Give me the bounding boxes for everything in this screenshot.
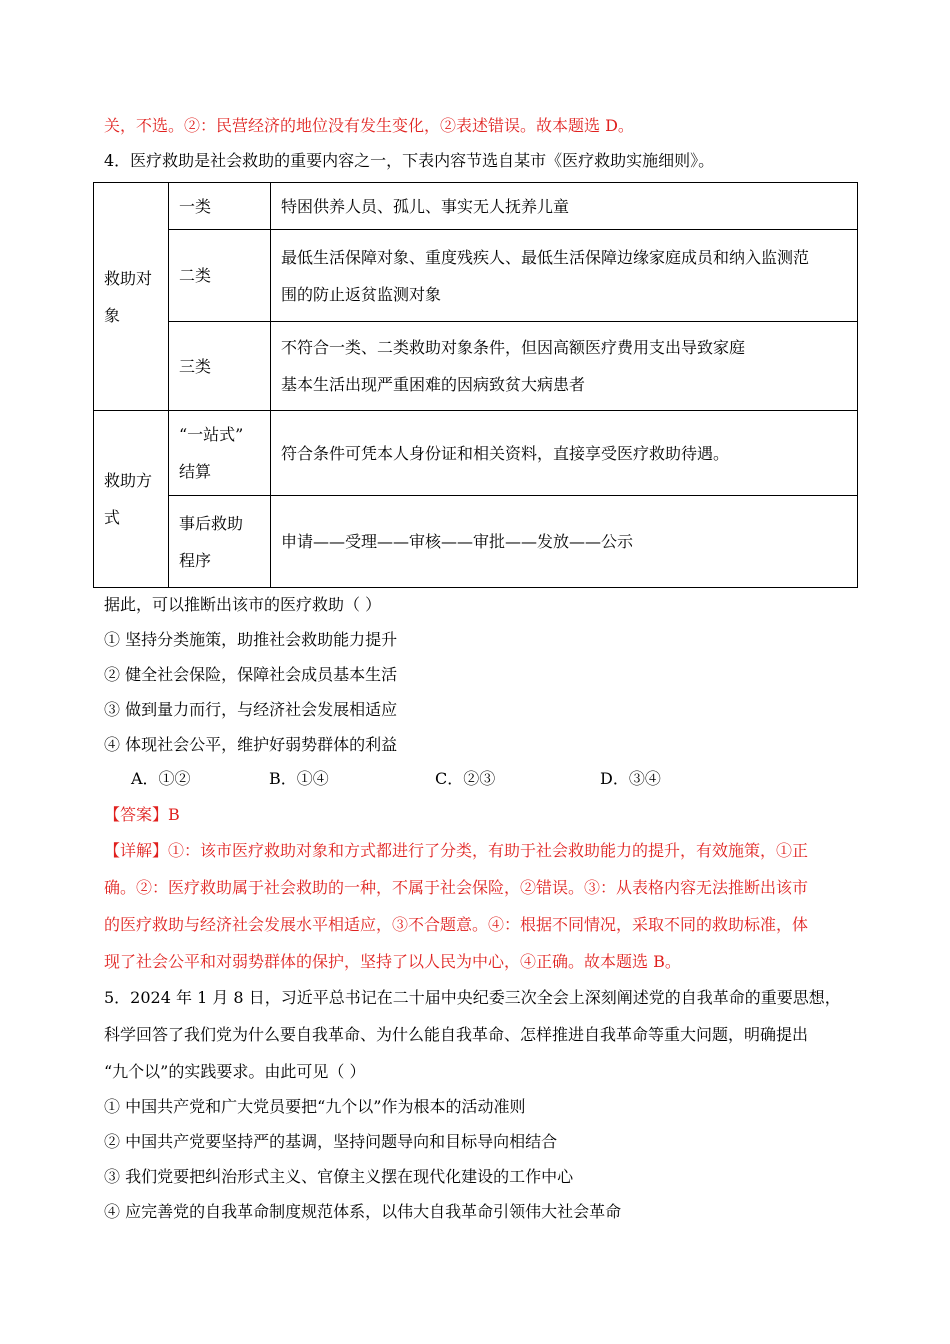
table-row [94,230,858,322]
question-5-stem-line: 5．2024 年 1 月 8 日，习近平总书记在二十届中央纪委三次全会上深刻阐述党的自我革命的重要思想， [104,988,841,1007]
group-label-line: 救助对 [104,268,153,288]
row-label-line: 结算 [179,462,212,481]
row-label-line: “一站式” [179,425,244,444]
row-label [169,496,271,588]
medical-aid-table [93,182,858,588]
row-label: 二类 [169,230,271,322]
option-a[interactable]: A．①② [131,769,191,788]
table-row [94,496,858,588]
question-5-stem-line: 科学回答了我们党为什么要自我革命、为什么能自我革命、怎样推进自我革命等重大问题，明确提出 [104,1025,809,1044]
row-content: 申请——受理——审核——审批——发放——公示 [271,496,858,588]
group-label-aid-method [94,411,169,588]
question-4-prompt: 据此，可以推断出该市的医疗救助（ ） [104,595,382,614]
statement-item: ① 中国共产党和广大党员要把“九个以”作为根本的活动准则 [104,1097,526,1116]
question-5-stem-line: “九个以”的实践要求。由此可见（ ） [104,1062,366,1081]
row-content [271,322,858,411]
statement-item: ① 坚持分类施策，助推社会救助能力提升 [104,630,398,649]
row-content: 特困供养人员、孤儿、事实无人抚养儿童 [271,183,858,230]
group-label-line: 式 [104,508,121,527]
previous-answer-tail: 关，不选。②：民营经济的地位没有发生变化，②表述错误。故本题选 D。 [104,116,634,135]
row-label: 一类 [169,183,271,230]
option-b[interactable]: B．①④ [269,769,329,788]
option-d[interactable]: D．③④ [600,769,661,788]
detail-line: 的医疗救助与经济社会发展水平相适应，③不合题意。④：根据不同情况，采取不同的救助标准，体 [104,915,809,934]
statement-item: ④ 应完善党的自我革命制度规范体系，以伟大自我革命引领伟大社会革命 [104,1202,622,1221]
statement-item: ② 健全社会保险，保障社会成员基本生活 [104,665,398,684]
group-label-line: 象 [104,305,121,325]
statement-item: ③ 我们党要把纠治形式主义、官僚主义摆在现代化建设的工作中心 [104,1167,574,1186]
question-4-stem: 4．医疗救助是社会救助的重要内容之一，下表内容节选自某市《医疗救助实施细则》。 [104,151,715,170]
statement-item: ③ 做到量力而行，与经济社会发展相适应 [104,700,398,719]
answer-options [0,769,950,793]
group-label-line: 救助方 [104,471,153,490]
table-row [94,183,858,230]
row-content-line: 最低生活保障对象、重度残疾人、最低生活保障边缘家庭成员和纳入监测范 [281,247,810,267]
row-label [169,411,271,496]
group-label-aid-target [94,183,169,411]
detail-line: 确。②：医疗救助属于社会救助的一种，不属于社会保险，②错误。③：从表格内容无法推断出该市 [104,878,809,897]
detail-line: 现了社会公平和对弱势群体的保护，坚持了以人民为中心，④正确。故本题选 B。 [104,952,681,971]
row-content-line: 围的防止返贫监测对象 [281,284,442,304]
table-row [94,411,858,496]
table-row [94,322,858,411]
row-label-line: 程序 [179,550,212,570]
row-label-line: 事后救助 [179,513,244,533]
detail-line: 【详解】①：该市医疗救助对象和方式都进行了分类，有助于社会救助能力的提升，有效施策，①正 [104,841,809,860]
row-content [271,230,858,322]
statement-item: ② 中国共产党要坚持严的基调，坚持问题导向和目标导向相结合 [104,1132,558,1151]
row-content-line: 不符合一类、二类救助对象条件，但因高额医疗费用支出导致家庭 [281,338,746,357]
option-c[interactable]: C．②③ [435,769,496,788]
answer-label: 【答案】B [104,805,180,824]
row-label: 三类 [169,322,271,411]
row-content: 符合条件可凭本人身份证和相关资料，直接享受医疗救助待遇。 [271,411,858,496]
statement-item: ④ 体现社会公平，维护好弱势群体的利益 [104,735,398,754]
row-content-line: 基本生活出现严重困难的因病致贫大病患者 [281,375,586,394]
